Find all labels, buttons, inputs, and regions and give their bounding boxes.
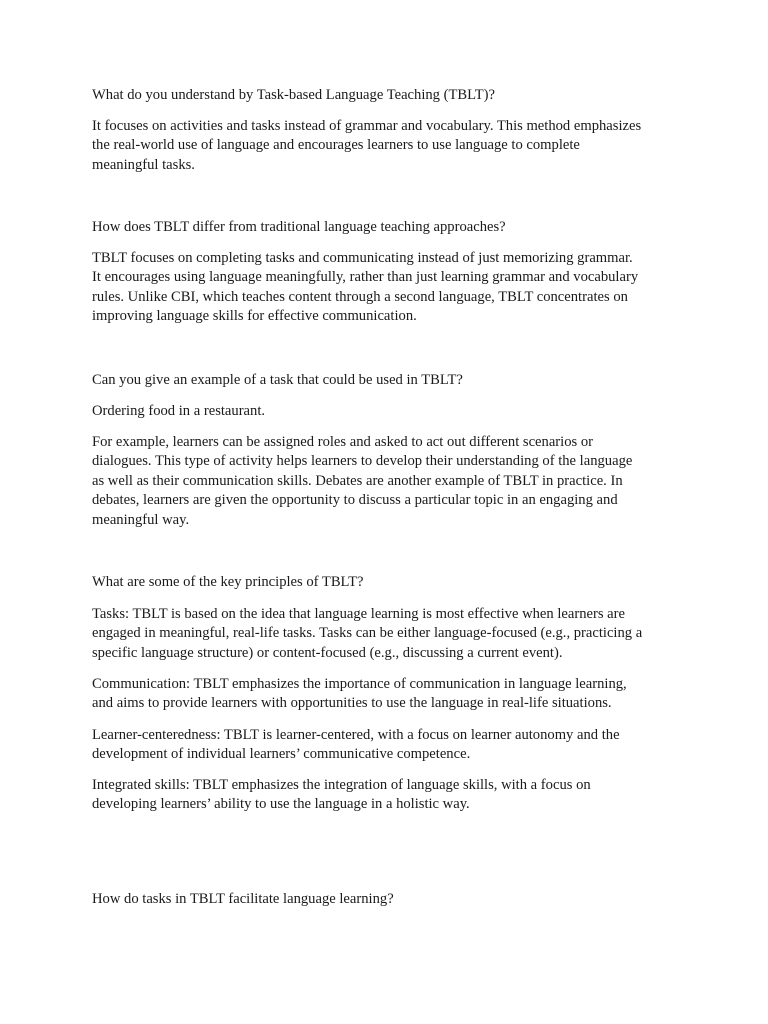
question-5: How do tasks in TBLT facilitate language learning? <box>92 891 394 907</box>
answer-1: It focuses on activities and tasks instead of grammar and vocabulary. This method emphasizes the real-world use of language and encourages learners to use language to complete meaningful tasks. <box>92 118 642 173</box>
question-4: What are some of the key principles of TBLT? <box>92 574 364 590</box>
question-1: What do you understand by Task-based Language Teaching (TBLT)? <box>92 87 495 103</box>
answer-3: For example, learners can be assigned roles and asked to act out different scenarios or dialogues. This type of activity helps learners to develop their understanding of the language as well as their communication skills. Debates are another example of TBLT in practice. In debates, learners are given the opportunity to discuss a particular topic in an engaging and meaningful way. <box>92 434 633 528</box>
answer-2: TBLT focuses on completing tasks and communicating instead of just memorizing grammar. It encourages using language meaningfully, rather than just learning grammar and vocabulary rules. Unlike CBI, which teaches content through a second language, TBLT concentrates on improving language skills for effective communication. <box>92 250 639 325</box>
short-answer-3: Ordering food in a restaurant. <box>92 403 266 419</box>
question-3: Can you give an example of a task that could be used in TBLT? <box>92 372 463 388</box>
principle-learner-centeredness: Learner-centeredness: TBLT is learner-centered, with a focus on learner autonomy and the development of individual learners’ communicative competence. <box>92 727 620 763</box>
principle-tasks: Tasks: TBLT is based on the idea that language learning is most effective when learners are engaged in meaningful, real-life tasks. Tasks can be either language-focused (e.g., practicing a specific language structure) or content-focused (e.g., discussing a current event). <box>92 606 643 661</box>
principle-integrated-skills: Integrated skills: TBLT emphasizes the integration of language skills, with a focus on developing learners’ ability to use the language in a holistic way. <box>92 777 591 813</box>
principle-communication: Communication: TBLT emphasizes the importance of communication in language learning, and aims to provide learners with opportunities to use the language in real-life situations. <box>92 676 627 712</box>
question-2: How does TBLT differ from traditional language teaching approaches? <box>92 219 506 235</box>
